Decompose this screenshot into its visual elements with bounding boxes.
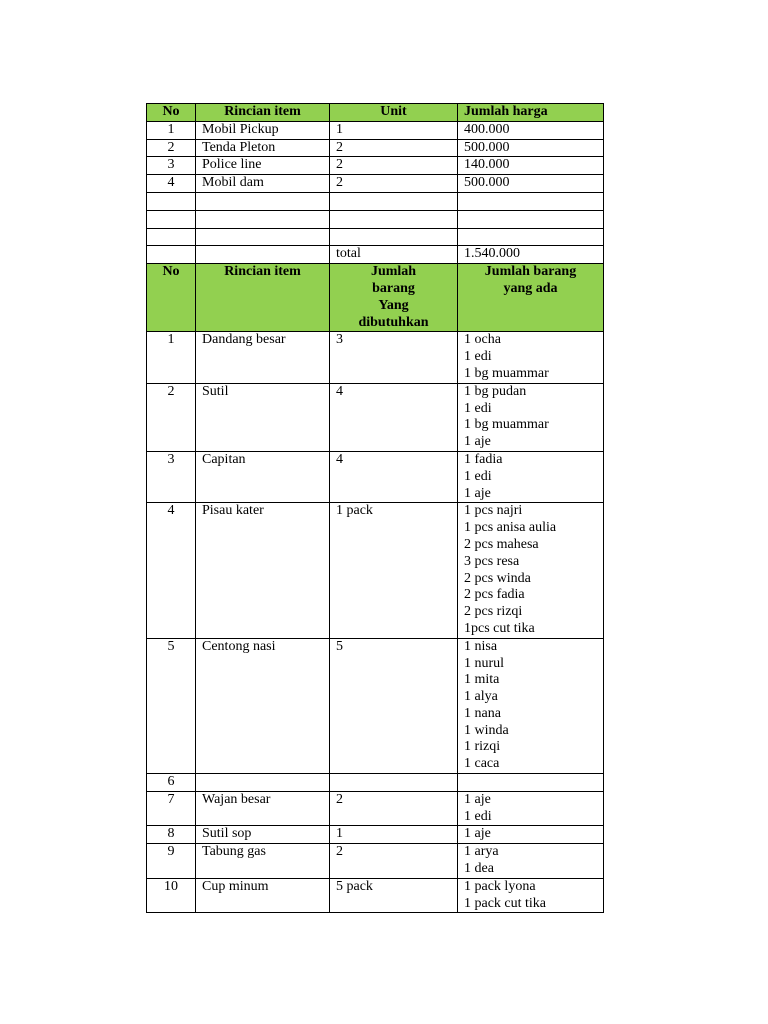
available-entry: 1 pcs najri (464, 503, 523, 519)
available-entry: 1 nisa (464, 638, 498, 654)
row-needed: 5 (330, 638, 458, 773)
row-no: 3 (147, 451, 196, 502)
table-row (147, 791, 604, 826)
row-unit: 2 (330, 157, 458, 175)
available-entry: 1 nana (464, 705, 501, 721)
empty-cell (330, 228, 458, 246)
row-needed: 4 (330, 451, 458, 502)
available-entry: 1 bg muammar (464, 417, 549, 433)
available-entry: 1 nurul (464, 655, 505, 671)
row-available (458, 774, 604, 792)
table-row (147, 139, 604, 157)
row-needed: 1 (330, 826, 458, 844)
table-row (147, 175, 604, 193)
table-row (147, 503, 604, 638)
row-item: Tabung gas (196, 844, 330, 879)
empty-cell (147, 192, 196, 210)
available-entry: 3 pcs resa (464, 553, 520, 569)
header-needed-line: Yang (378, 297, 409, 313)
header-no: No (147, 264, 196, 332)
header-available-line: Jumlah barang (484, 264, 577, 280)
row-no: 7 (147, 791, 196, 826)
row-needed: 2 (330, 844, 458, 879)
empty-cell (458, 192, 604, 210)
available-entry: 1 dea (464, 861, 494, 877)
header-needed-line: dibutuhkan (358, 314, 429, 330)
row-available (458, 826, 604, 844)
empty-cell (196, 192, 330, 210)
row-no: 6 (147, 774, 196, 792)
row-needed: 5 pack (330, 878, 458, 913)
header-available (458, 264, 604, 332)
row-available (458, 791, 604, 826)
row-no: 9 (147, 844, 196, 879)
row-price: 140.000 (458, 157, 604, 175)
row-item: Police line (196, 157, 330, 175)
table-row (147, 157, 604, 175)
empty-row (147, 210, 604, 228)
available-entry: 1 pack lyona (464, 878, 536, 894)
table-row (147, 844, 604, 879)
row-unit: 2 (330, 175, 458, 193)
empty-cell (147, 246, 196, 264)
row-available (458, 383, 604, 451)
row-available (458, 844, 604, 879)
available-entry: 1 edi (464, 349, 492, 365)
table-row (147, 121, 604, 139)
row-needed: 3 (330, 332, 458, 383)
table-row (147, 878, 604, 913)
available-entry: 1 edi (464, 468, 492, 484)
row-item: Cup minum (196, 878, 330, 913)
available-entry: 1 edi (464, 808, 492, 824)
row-available (458, 451, 604, 502)
empty-cell (147, 228, 196, 246)
empty-cell (458, 228, 604, 246)
row-unit: 2 (330, 139, 458, 157)
available-entry: 2 pcs fadia (464, 587, 525, 603)
row-item: Sutil (196, 383, 330, 451)
header-available-line: yang ada (503, 280, 558, 296)
table-row (147, 774, 604, 792)
stock-table-header (147, 264, 604, 332)
available-entry: 1 aje (464, 791, 491, 807)
row-no: 5 (147, 638, 196, 773)
row-available (458, 878, 604, 913)
table-row (147, 451, 604, 502)
header-item: Rincian item (196, 104, 330, 122)
available-entry: 2 pcs winda (464, 570, 531, 586)
available-entry: 1pcs cut tika (464, 620, 535, 636)
row-no: 4 (147, 175, 196, 193)
total-row (147, 246, 604, 264)
row-unit: 1 (330, 121, 458, 139)
row-no: 8 (147, 826, 196, 844)
empty-row (147, 192, 604, 210)
row-no: 1 (147, 121, 196, 139)
header-no: No (147, 104, 196, 122)
empty-cell (330, 210, 458, 228)
row-item: Pisau kater (196, 503, 330, 638)
available-entry: 1 aje (464, 826, 491, 842)
row-no: 2 (147, 383, 196, 451)
available-entry: 1 edi (464, 400, 492, 416)
row-needed: 1 pack (330, 503, 458, 638)
row-item: Centong nasi (196, 638, 330, 773)
available-entry: 2 pcs rizqi (464, 604, 523, 620)
row-no: 10 (147, 878, 196, 913)
header-needed-line: barang (372, 280, 415, 296)
row-price: 500.000 (458, 139, 604, 157)
available-entry: 1 ocha (464, 332, 501, 348)
table-row (147, 332, 604, 383)
table-row (147, 826, 604, 844)
available-entry: 1 bg pudan (464, 383, 527, 399)
header-needed (330, 264, 458, 332)
row-item: Dandang besar (196, 332, 330, 383)
available-entry: 1 rizqi (464, 739, 501, 755)
empty-cell (196, 228, 330, 246)
empty-cell (196, 246, 330, 264)
available-entry: 1 winda (464, 722, 509, 738)
available-entry: 1 arya (464, 844, 499, 860)
available-entry: 1 caca (464, 756, 500, 772)
row-item: Capitan (196, 451, 330, 502)
available-entry: 2 pcs mahesa (464, 536, 539, 552)
header-price: Jumlah harga (458, 104, 604, 122)
available-entry: 1 fadia (464, 451, 503, 467)
available-entry: 1 bg muammar (464, 365, 549, 381)
row-no: 1 (147, 332, 196, 383)
empty-cell (330, 192, 458, 210)
available-entry: 1 alya (464, 689, 498, 705)
row-item (196, 774, 330, 792)
row-item: Mobil Pickup (196, 121, 330, 139)
available-entry: 1 mita (464, 672, 500, 688)
row-available (458, 638, 604, 773)
row-no: 4 (147, 503, 196, 638)
row-available (458, 332, 604, 383)
table-row (147, 638, 604, 773)
row-needed: 2 (330, 791, 458, 826)
available-entry: 1 pcs anisa aulia (464, 520, 557, 536)
empty-cell (458, 210, 604, 228)
available-entry: 1 pack cut tika (464, 895, 547, 911)
row-no: 3 (147, 157, 196, 175)
row-price: 500.000 (458, 175, 604, 193)
available-entry: 1 aje (464, 485, 491, 501)
row-item: Sutil sop (196, 826, 330, 844)
header-unit: Unit (330, 104, 458, 122)
price-table-header (147, 104, 604, 122)
row-item: Mobil dam (196, 175, 330, 193)
row-needed: 4 (330, 383, 458, 451)
inventory-table (146, 103, 604, 913)
row-item: Tenda Pleton (196, 139, 330, 157)
total-label: total (330, 246, 458, 264)
empty-row (147, 228, 604, 246)
total-value: 1.540.000 (458, 246, 604, 264)
empty-cell (196, 210, 330, 228)
row-needed (330, 774, 458, 792)
row-item: Wajan besar (196, 791, 330, 826)
header-item: Rincian item (196, 264, 330, 332)
table-row (147, 383, 604, 451)
row-no: 2 (147, 139, 196, 157)
available-entry: 1 aje (464, 434, 491, 450)
empty-cell (147, 210, 196, 228)
row-available (458, 503, 604, 638)
row-price: 400.000 (458, 121, 604, 139)
header-needed-line: Jumlah (370, 264, 417, 280)
